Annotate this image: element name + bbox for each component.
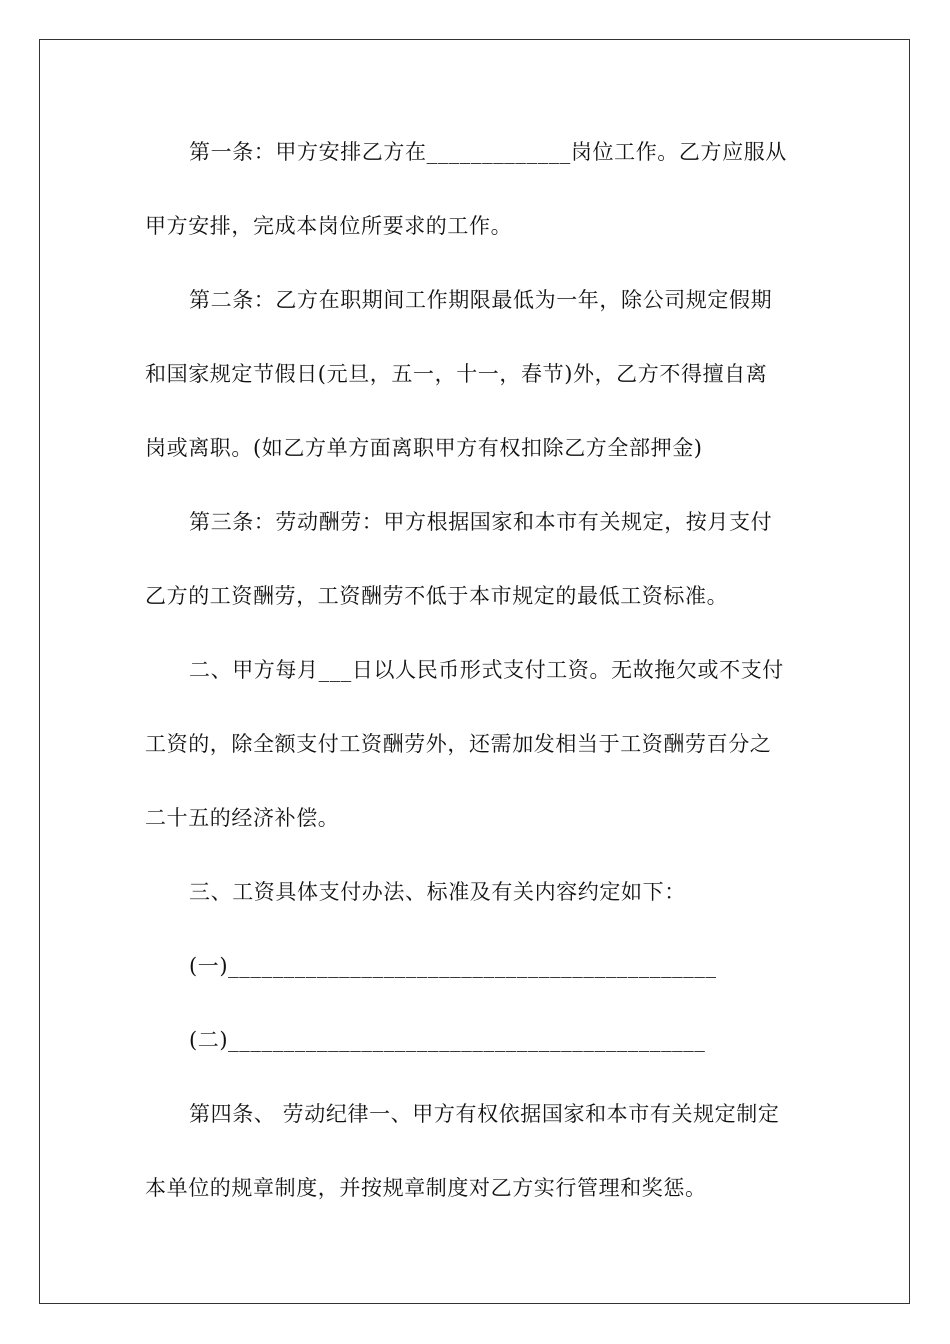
paragraph-line: 二十五的经济补偿。 (145, 806, 340, 830)
paragraph-line: 岗或离职。(如乙方单方面离职甲方有权扣除乙方全部押金) (145, 436, 703, 460)
paragraph-line: 第一条：甲方安排乙方在_____________岗位工作。乙方应服从 (189, 140, 787, 164)
document-body (145, 130, 810, 1240)
paragraph-line: 二、甲方每月___日以人民币形式支付工资。无故拖欠或不支付 (189, 658, 784, 682)
paragraph-line: 三、工资具体支付办法、标准及有关内容约定如下： (189, 880, 686, 904)
paragraph-line: 第二条：乙方在职期间工作期限最低为一年，除公司规定假期 (189, 288, 773, 312)
paragraph-line: 第三条：劳动酬劳：甲方根据国家和本市有关规定，按月支付 (189, 510, 773, 534)
paragraph-line: 甲方安排，完成本岗位所要求的工作。 (145, 214, 513, 238)
paragraph-line: 工资的，除全额支付工资酬劳外，还需加发相当于工资酬劳百分之 (145, 732, 772, 756)
paragraph-line: (二)___________________________________________ (189, 1028, 706, 1052)
paragraph-line: 本单位的规章制度，并按规章制度对乙方实行管理和奖惩。 (145, 1176, 707, 1200)
paragraph-line: 和国家规定节假日(元旦，五一，十一，春节)外，乙方不得擅自离 (145, 362, 768, 386)
paragraph-line: 乙方的工资酬劳，工资酬劳不低于本市规定的最低工资标准。 (145, 584, 729, 608)
paragraph-line: (一)____________________________________________ (189, 954, 717, 978)
paragraph-line: 第四条、 劳动纪律一、甲方有权依据国家和本市有关规定制定 (189, 1102, 780, 1126)
